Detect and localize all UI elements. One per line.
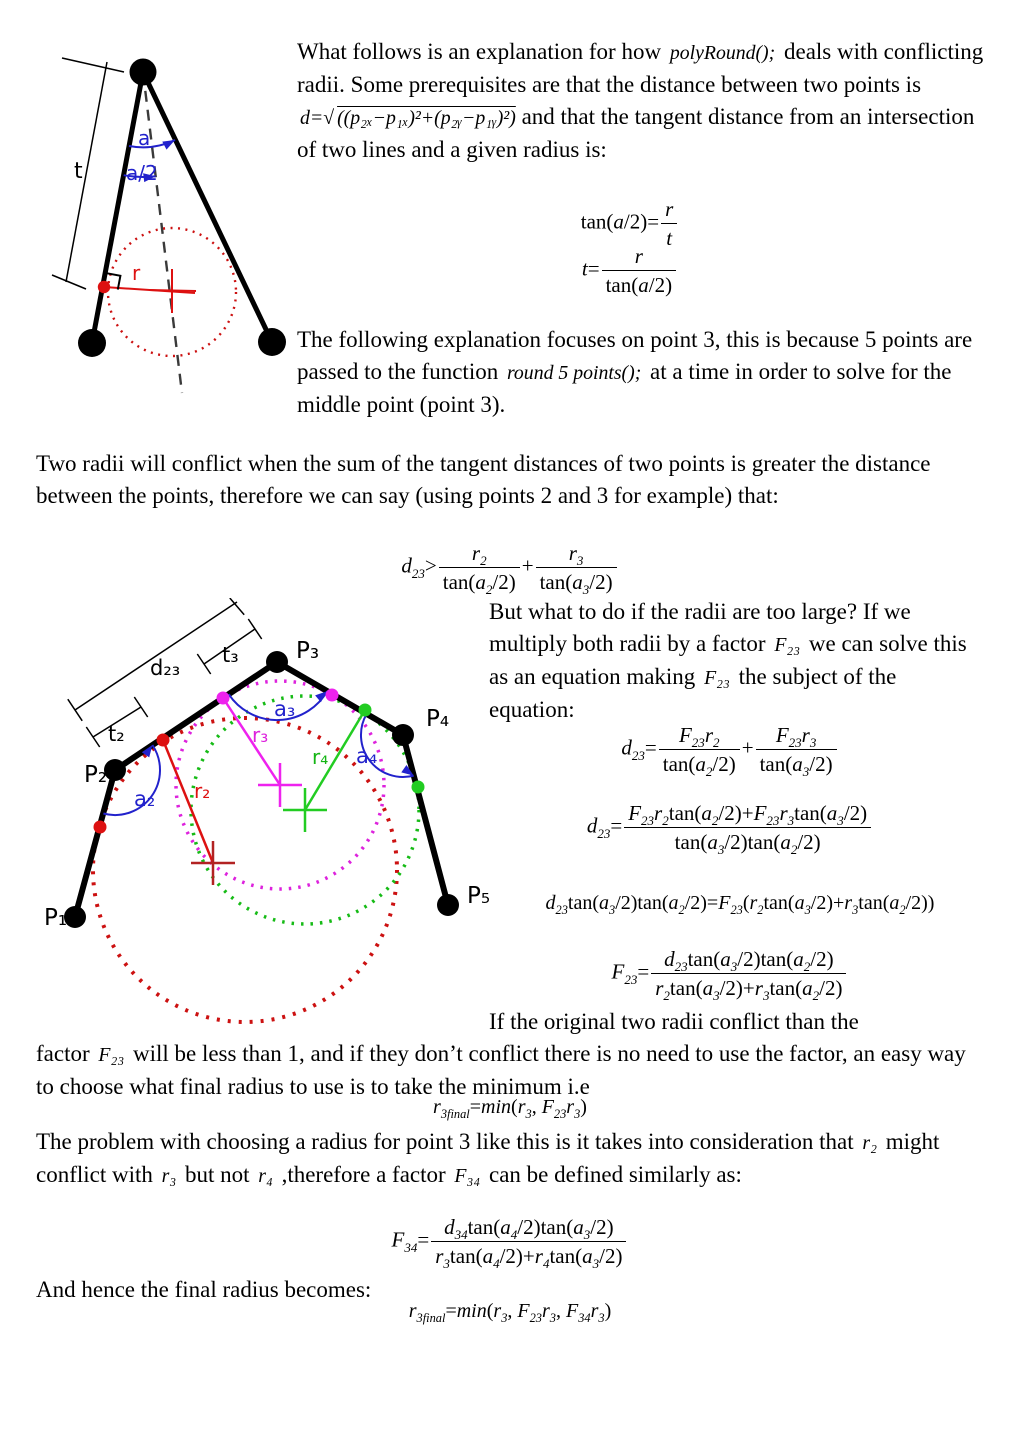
paragraph-final-radius: And hence the final radius becomes:: [36, 1277, 372, 1302]
vertex-apex: [130, 59, 157, 86]
label-d23: d₂₃: [150, 656, 181, 680]
label-p1: P₁: [44, 905, 68, 931]
tangent-point-r2-a: [157, 734, 170, 747]
tangent-point-r4-a: [359, 704, 372, 717]
paragraph-minimum: factor F₂₃ will be less than 1, and if they don’t conflict there is no need to use the factor, an easy way to choose what final radius to use is to take the minimum i.e: [36, 1041, 966, 1099]
formula-r3final-min3: $r_{3final}=\min(r_3$, $F_{23}r_3$, $F_{34}r_3$): [408, 1300, 612, 1325]
polygon-edges: [75, 662, 448, 917]
vertex-right: [258, 328, 286, 356]
t2-tick-right: [134, 697, 147, 717]
label-t3: t₃: [222, 643, 239, 667]
t2-tick-left: [86, 727, 99, 747]
tangent-point-r4-b: [412, 781, 425, 794]
vertex-left: [78, 329, 106, 357]
label-p5: P₅: [467, 883, 490, 909]
formula-d23-eq3: $d_{23}\tan(a_3/2)\tan(a_2/2)=F_{23}(r_2\tan(a_3/2)+r_3\tan(a_2/2))$: [545, 892, 935, 917]
formula-d23-gt: $d_{23}>$ $\frac{r_2}{\tan(a_2/2)}$ + $\frac{r_3}{\tan(a_3/2)}$: [310, 540, 710, 596]
t-measure-tick-top: [62, 58, 124, 72]
tangent-point-red: [98, 281, 110, 293]
formula-F34: $F_{34}=$ $\frac{d_{34}\tan(a_4/2)\tan(a_3/2)}{r_3\tan(a_4/2)+r_4\tan(a_3/2)}$: [300, 1214, 720, 1270]
d23-tick-left: [68, 699, 82, 721]
label-t2: t₂: [108, 722, 125, 746]
label-p2: P₂: [84, 762, 108, 788]
label-t: t: [74, 159, 83, 184]
d23-tick-right: [230, 598, 244, 615]
t3-tick-right: [248, 619, 261, 639]
label-p4: P₄: [426, 706, 450, 732]
formula-d23-eq2: $d_{23}=$ $\frac{F_{23}r_2\tan(a_2/2)+F_{23}r_3\tan(a_3/2)}{\tan(a_3/2)\tan(a_2/2)}$: [500, 800, 960, 856]
paragraph-original-conflict: If the original two radii conflict than the: [489, 1009, 859, 1034]
bisector-dashed-line: [143, 72, 182, 393]
label-r: r: [132, 261, 141, 285]
point-p2: [104, 759, 126, 781]
label-a-half: a/2: [126, 161, 158, 185]
label-a: a: [138, 126, 151, 150]
tangent-point-r3-b: [326, 689, 339, 702]
formula-r3final-min2: $r_{3final}=\min(r_3$, $F_{23}r_3$): [433, 1096, 587, 1121]
formula-t: t= $\frac{r}{\tan(a/2)}$: [430, 243, 830, 299]
label-a4: a₄: [356, 744, 378, 768]
diagram-polygon-fillets: [30, 598, 490, 1038]
formula-tan-half: tan(a/2)= $\frac{r}{t}$: [430, 196, 830, 252]
t-measure-tick-bottom: [52, 275, 86, 289]
point-p1: [64, 906, 86, 928]
tangent-point-r2-b: [94, 821, 107, 834]
label-r2: r₂: [194, 779, 211, 803]
label-r3: r₃: [252, 723, 269, 747]
label-a2: a₂: [134, 787, 156, 811]
paragraph-focus-point3: The following explanation focuses on point 3, this is because 5 points are passed to the function round 5 points(); at a time in order to solve for the middle point (point 3).: [297, 327, 973, 417]
point-p5: [437, 894, 459, 916]
t-measure-line: [66, 62, 107, 282]
formula-d23-eq1: $d_{23}=$ $\frac{F_{23}r_2}{\tan(a_2/2)}$ + $\frac{F_{23}r_3}{\tan(a_3/2)}$: [500, 722, 960, 778]
formula-F23: $F_{23}=$ $\frac{d_{23}\tan(a_3/2)\tan(a_2/2)}{r_2\tan(a_3/2)+r_3\tan(a_2/2)}$: [500, 946, 960, 1002]
point-p3: [266, 651, 288, 673]
fillet-circle-r2: [93, 718, 397, 1022]
label-p3: P₃: [296, 638, 320, 664]
edge-left: [92, 72, 143, 343]
t3-tick-left: [197, 654, 210, 674]
tangent-point-r3-a: [217, 692, 230, 705]
paragraph-problem: The problem with choosing a radius for point 3 like this is it takes into consideration that r₂ might conflict with r₃ but not r₄ ,therefore a factor F₃₄ can be defined similarly as:: [36, 1129, 940, 1187]
diagram-corner-tangent: [28, 42, 318, 432]
paragraph-intro: What follows is an explanation for how polyRound(); deals with conflicting radii. Some prerequisites are that the distance between two points is d=√ ((p₂ₓ−p₁ₓ)²+(p₂ᵧ−p₁ᵧ)²) and that the tangent distance from an intersection of two lines and a given radius is:: [297, 39, 984, 162]
edge-right: [143, 72, 272, 342]
label-r4: r₄: [312, 745, 329, 769]
label-a3: a₃: [274, 697, 296, 721]
paragraph-factor: But what to do if the radii are too large? If we multiply both radii by a factor F₂₃ we can solve this as an equation making F₂₃ the subject of the equation:: [489, 599, 967, 722]
point-p4: [392, 724, 414, 746]
paragraph-conflict: Two radii will conflict when the sum of the tangent distances of two points is greater the distance between the points, therefore we can say (using points 2 and 3 for example) that:: [36, 451, 931, 508]
